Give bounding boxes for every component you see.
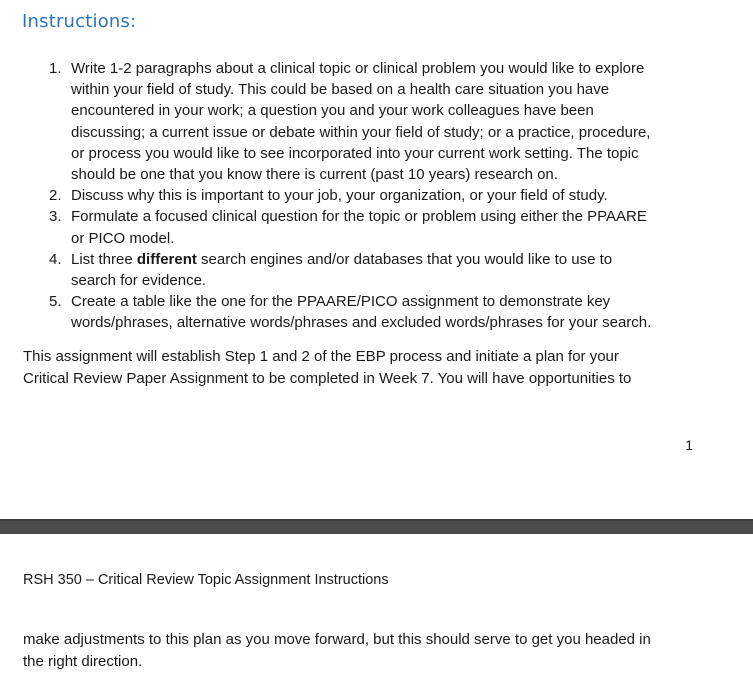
item-text-line: Write 1-2 paragraphs about a clinical topic or clinical problem you would like to explore: [71, 60, 645, 77]
list-number: 4.: [49, 250, 62, 268]
body-paragraph: [23, 346, 713, 389]
page-header: RSH 350 – Critical Review Topic Assignment Instructions: [23, 572, 389, 588]
item-text-segment: List three: [71, 250, 137, 268]
item-text-line: within your field of study. This could be based on a health care situation you have: [71, 81, 610, 99]
list-item-3: [0, 206, 753, 248]
item-text-line: Formulate a focused clinical question for the topic or problem using either the PPAARE: [71, 208, 647, 226]
paragraph-line: Critical Review Paper Assignment to be completed in Week 7. You will have opportunities to: [23, 369, 632, 387]
item-text-line: search for evidence.: [71, 272, 207, 290]
paragraph-line: make adjustments to this plan as you move forward, but this should serve to get you headed in: [23, 631, 651, 648]
item-text-line: or process you would like to see incorporated into your current work setting. The topic: [71, 144, 639, 162]
list-item-2: [0, 185, 753, 206]
emphasized-word: different: [136, 250, 197, 268]
item-text-line: Create a table like the one for the PPAARE/PICO assignment to demonstrate key: [71, 293, 611, 311]
instructions-list: [0, 58, 753, 334]
paragraph-line: the right direction.: [23, 652, 143, 670]
item-text-line: encountered in your work; a question you and your work colleagues have been: [71, 102, 594, 120]
item-text-line: words/phrases, alternative words/phrases and excluded words/phrases for your search.: [71, 314, 652, 332]
list-item-4: [0, 249, 753, 291]
list-number: 5.: [49, 293, 62, 311]
list-item-1: [0, 58, 753, 185]
item-text-line: discussing; a current issue or debate within your field of study; or a practice, procedure,: [71, 123, 651, 141]
item-text-line: or PICO model.: [71, 229, 175, 247]
continued-paragraph: [23, 629, 713, 672]
paragraph-line: This assignment will establish Step 1 and 2 of the EBP process and initiate a plan for your: [23, 348, 619, 365]
item-text-line: should be one that you know there is current (past 10 years) research on.: [71, 166, 558, 184]
list-number: 3.: [49, 208, 62, 226]
item-text-segment: search engines and/or databases that you would like to use to: [196, 250, 613, 268]
item-text-line: Discuss why this is important to your job, your organization, or your field of study.: [71, 187, 608, 205]
page-number: 1: [685, 437, 693, 453]
list-item-5: [0, 291, 753, 333]
list-number: 1.: [49, 60, 62, 77]
instructions-heading: Instructions:: [22, 11, 137, 32]
list-number: 2.: [49, 187, 62, 205]
document-page-2: [0, 534, 753, 691]
